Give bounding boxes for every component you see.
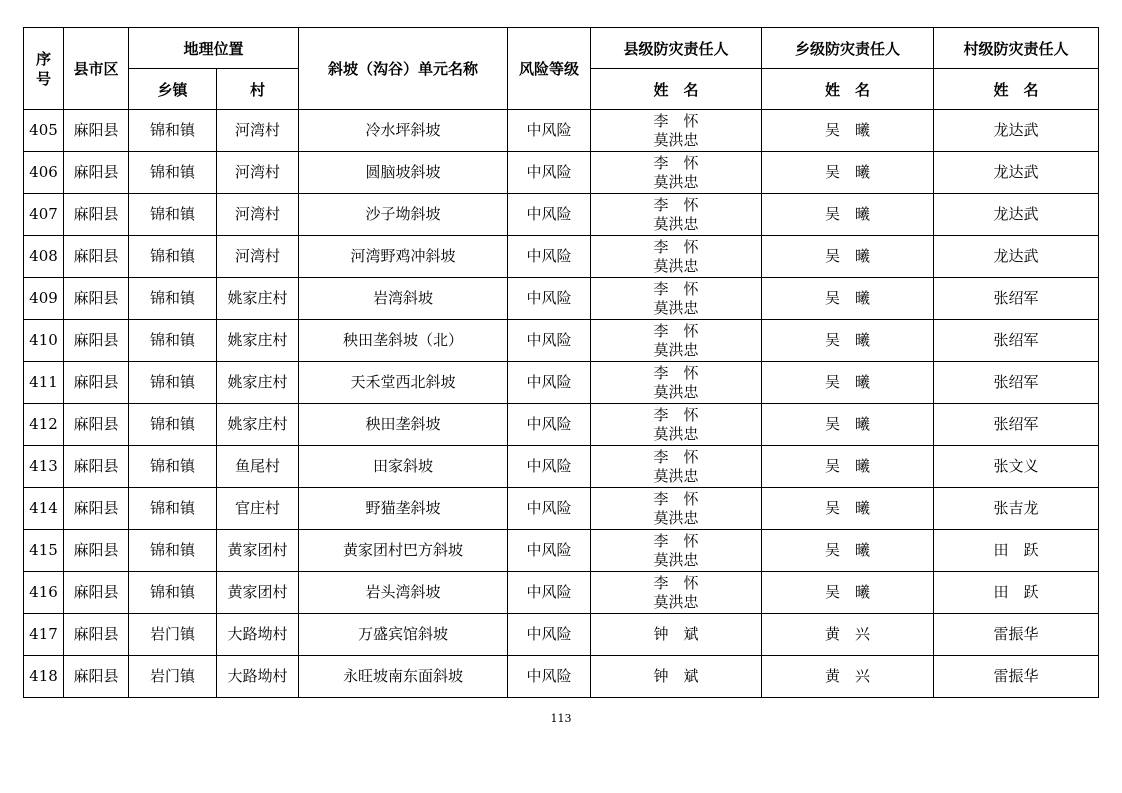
cell-slope-unit: 野猫垄斜坡 bbox=[299, 488, 508, 530]
cell-township: 锦和镇 bbox=[129, 110, 217, 152]
header-seq-line-2: 号 bbox=[35, 69, 51, 88]
cell-county: 麻阳县 bbox=[64, 446, 129, 488]
cell-risk-level: 中风险 bbox=[508, 320, 591, 362]
cell-town-responsible: 吴 曦 bbox=[762, 362, 934, 404]
cell-county-responsible bbox=[591, 236, 762, 278]
header-village-responsible: 村级防灾责任人 bbox=[934, 28, 1099, 69]
cell-county: 麻阳县 bbox=[64, 614, 129, 656]
cell-town-responsible: 吴 曦 bbox=[762, 530, 934, 572]
cell-risk-level: 中风险 bbox=[508, 446, 591, 488]
table-row bbox=[24, 194, 1099, 236]
cell-town-responsible: 吴 曦 bbox=[762, 194, 934, 236]
cell-risk-level: 中风险 bbox=[508, 236, 591, 278]
cell-county-responsible bbox=[591, 152, 762, 194]
cell-risk-level: 中风险 bbox=[508, 656, 591, 698]
cell-village: 官庄村 bbox=[217, 488, 299, 530]
table-row bbox=[24, 362, 1099, 404]
cell-village-responsible: 龙达武 bbox=[934, 110, 1099, 152]
cell-slope-unit: 永旺坡南东面斜坡 bbox=[299, 656, 508, 698]
cell-county-responsible bbox=[591, 530, 762, 572]
county-responsible-name: 李 怀 bbox=[653, 111, 699, 130]
cell-village: 姚家庄村 bbox=[217, 278, 299, 320]
header-seq bbox=[24, 28, 64, 110]
cell-county: 麻阳县 bbox=[64, 572, 129, 614]
cell-village: 河湾村 bbox=[217, 152, 299, 194]
cell-village: 鱼尾村 bbox=[217, 446, 299, 488]
cell-township: 锦和镇 bbox=[129, 194, 217, 236]
cell-county-responsible bbox=[591, 572, 762, 614]
header-town-responsible: 乡级防灾责任人 bbox=[762, 28, 934, 69]
cell-township: 锦和镇 bbox=[129, 404, 217, 446]
cell-slope-unit: 万盛宾馆斜坡 bbox=[299, 614, 508, 656]
table-row bbox=[24, 404, 1099, 446]
cell-risk-level: 中风险 bbox=[508, 110, 591, 152]
table-row bbox=[24, 614, 1099, 656]
cell-risk-level: 中风险 bbox=[508, 152, 591, 194]
cell-village-responsible: 雷振华 bbox=[934, 656, 1099, 698]
cell-county: 麻阳县 bbox=[64, 110, 129, 152]
cell-town-responsible: 吴 曦 bbox=[762, 446, 934, 488]
cell-county-responsible bbox=[591, 110, 762, 152]
cell-county: 麻阳县 bbox=[64, 152, 129, 194]
county-responsible-name: 李 怀 bbox=[653, 237, 699, 256]
cell-town-responsible: 黄 兴 bbox=[762, 656, 934, 698]
table-body bbox=[24, 110, 1099, 698]
cell-slope-unit: 岩头湾斜坡 bbox=[299, 572, 508, 614]
cell-village: 姚家庄村 bbox=[217, 320, 299, 362]
header-town-name: 姓 名 bbox=[762, 69, 934, 110]
cell-village-responsible: 张文义 bbox=[934, 446, 1099, 488]
disaster-responsibility-table bbox=[23, 27, 1099, 698]
page-number: 113 bbox=[550, 712, 572, 725]
cell-seq: 416 bbox=[24, 572, 64, 614]
cell-slope-unit: 黄家团村巴方斜坡 bbox=[299, 530, 508, 572]
cell-village-responsible: 龙达武 bbox=[934, 152, 1099, 194]
county-responsible-name: 莫洪忠 bbox=[653, 298, 699, 317]
cell-village: 姚家庄村 bbox=[217, 404, 299, 446]
cell-village: 河湾村 bbox=[217, 236, 299, 278]
cell-town-responsible: 吴 曦 bbox=[762, 278, 934, 320]
cell-slope-unit: 河湾野鸡冲斜坡 bbox=[299, 236, 508, 278]
cell-village: 黄家团村 bbox=[217, 530, 299, 572]
cell-town-responsible: 吴 曦 bbox=[762, 236, 934, 278]
cell-risk-level: 中风险 bbox=[508, 614, 591, 656]
county-responsible-name: 莫洪忠 bbox=[653, 256, 699, 275]
county-responsible-name: 李 怀 bbox=[653, 447, 699, 466]
cell-county-responsible bbox=[591, 194, 762, 236]
cell-town-responsible: 吴 曦 bbox=[762, 110, 934, 152]
cell-township: 锦和镇 bbox=[129, 320, 217, 362]
cell-county-responsible bbox=[591, 488, 762, 530]
cell-county-responsible bbox=[591, 446, 762, 488]
header-slope-unit: 斜坡（沟谷）单元名称 bbox=[299, 28, 508, 110]
cell-village-responsible: 雷振华 bbox=[934, 614, 1099, 656]
cell-township: 锦和镇 bbox=[129, 488, 217, 530]
cell-township: 锦和镇 bbox=[129, 236, 217, 278]
cell-seq: 414 bbox=[24, 488, 64, 530]
cell-village-responsible: 田 跃 bbox=[934, 572, 1099, 614]
table-row bbox=[24, 446, 1099, 488]
header-county: 县市区 bbox=[64, 28, 129, 110]
cell-risk-level: 中风险 bbox=[508, 278, 591, 320]
cell-county: 麻阳县 bbox=[64, 320, 129, 362]
cell-village-responsible: 张吉龙 bbox=[934, 488, 1099, 530]
cell-county-responsible bbox=[591, 362, 762, 404]
cell-town-responsible: 黄 兴 bbox=[762, 614, 934, 656]
cell-seq: 410 bbox=[24, 320, 64, 362]
county-responsible-name: 莫洪忠 bbox=[653, 592, 699, 611]
cell-slope-unit: 冷水坪斜坡 bbox=[299, 110, 508, 152]
header-seq-line-1: 序 bbox=[35, 49, 51, 68]
cell-village: 姚家庄村 bbox=[217, 362, 299, 404]
county-responsible-name: 李 怀 bbox=[653, 573, 699, 592]
header-township: 乡镇 bbox=[129, 69, 217, 110]
cell-seq: 407 bbox=[24, 194, 64, 236]
cell-slope-unit: 岩湾斜坡 bbox=[299, 278, 508, 320]
cell-county-responsible bbox=[591, 320, 762, 362]
cell-township: 锦和镇 bbox=[129, 152, 217, 194]
cell-town-responsible: 吴 曦 bbox=[762, 320, 934, 362]
table-row bbox=[24, 530, 1099, 572]
cell-slope-unit: 圆脑坡斜坡 bbox=[299, 152, 508, 194]
cell-risk-level: 中风险 bbox=[508, 404, 591, 446]
cell-seq: 418 bbox=[24, 656, 64, 698]
cell-township: 锦和镇 bbox=[129, 530, 217, 572]
cell-county: 麻阳县 bbox=[64, 236, 129, 278]
county-responsible-name: 李 怀 bbox=[653, 531, 699, 550]
cell-county: 麻阳县 bbox=[64, 488, 129, 530]
cell-village-responsible: 张绍军 bbox=[934, 278, 1099, 320]
cell-township: 锦和镇 bbox=[129, 278, 217, 320]
table-row bbox=[24, 278, 1099, 320]
table-row bbox=[24, 110, 1099, 152]
county-responsible-name: 莫洪忠 bbox=[653, 214, 699, 233]
county-responsible-name: 李 怀 bbox=[653, 321, 699, 340]
county-responsible-name: 莫洪忠 bbox=[653, 382, 699, 401]
cell-township: 锦和镇 bbox=[129, 572, 217, 614]
cell-county: 麻阳县 bbox=[64, 530, 129, 572]
cell-village: 大路坳村 bbox=[217, 656, 299, 698]
county-responsible-name: 李 怀 bbox=[653, 195, 699, 214]
cell-seq: 406 bbox=[24, 152, 64, 194]
table-row bbox=[24, 656, 1099, 698]
cell-risk-level: 中风险 bbox=[508, 572, 591, 614]
cell-county: 麻阳县 bbox=[64, 278, 129, 320]
county-responsible-name: 莫洪忠 bbox=[653, 172, 699, 191]
cell-town-responsible: 吴 曦 bbox=[762, 488, 934, 530]
county-responsible-name: 李 怀 bbox=[653, 405, 699, 424]
county-responsible-name: 莫洪忠 bbox=[653, 424, 699, 443]
cell-village-responsible: 张绍军 bbox=[934, 362, 1099, 404]
cell-risk-level: 中风险 bbox=[508, 362, 591, 404]
county-responsible-name: 李 怀 bbox=[653, 363, 699, 382]
cell-township: 锦和镇 bbox=[129, 446, 217, 488]
county-responsible-name: 莫洪忠 bbox=[653, 466, 699, 485]
cell-seq: 408 bbox=[24, 236, 64, 278]
cell-township: 锦和镇 bbox=[129, 362, 217, 404]
cell-township: 岩门镇 bbox=[129, 614, 217, 656]
header-risk-level: 风险等级 bbox=[508, 28, 591, 110]
cell-village: 黄家团村 bbox=[217, 572, 299, 614]
header-county-name: 姓 名 bbox=[591, 69, 762, 110]
cell-seq: 412 bbox=[24, 404, 64, 446]
county-responsible-name: 李 怀 bbox=[653, 153, 699, 172]
county-responsible-name: 钟 斌 bbox=[653, 625, 699, 643]
cell-slope-unit: 天禾堂西北斜坡 bbox=[299, 362, 508, 404]
table-row bbox=[24, 572, 1099, 614]
county-responsible-name: 莫洪忠 bbox=[653, 130, 699, 149]
cell-risk-level: 中风险 bbox=[508, 530, 591, 572]
cell-village-responsible: 张绍军 bbox=[934, 404, 1099, 446]
cell-slope-unit: 沙子坳斜坡 bbox=[299, 194, 508, 236]
county-responsible-name: 莫洪忠 bbox=[653, 508, 699, 527]
header-village-name: 姓 名 bbox=[934, 69, 1099, 110]
cell-village-responsible: 龙达武 bbox=[934, 236, 1099, 278]
cell-town-responsible: 吴 曦 bbox=[762, 404, 934, 446]
cell-seq: 417 bbox=[24, 614, 64, 656]
cell-county-responsible bbox=[591, 656, 762, 698]
cell-slope-unit: 秧田垄斜坡（北） bbox=[299, 320, 508, 362]
cell-village-responsible: 龙达武 bbox=[934, 194, 1099, 236]
county-responsible-name: 钟 斌 bbox=[653, 667, 699, 685]
county-responsible-name: 李 怀 bbox=[653, 489, 699, 508]
cell-village-responsible: 田 跃 bbox=[934, 530, 1099, 572]
county-responsible-name: 李 怀 bbox=[653, 279, 699, 298]
table-row bbox=[24, 488, 1099, 530]
cell-slope-unit: 秧田垄斜坡 bbox=[299, 404, 508, 446]
cell-county-responsible bbox=[591, 278, 762, 320]
header-county-responsible: 县级防灾责任人 bbox=[591, 28, 762, 69]
cell-township: 岩门镇 bbox=[129, 656, 217, 698]
cell-seq: 411 bbox=[24, 362, 64, 404]
header-geo-location: 地理位置 bbox=[129, 28, 299, 69]
cell-risk-level: 中风险 bbox=[508, 194, 591, 236]
cell-county: 麻阳县 bbox=[64, 404, 129, 446]
cell-seq: 409 bbox=[24, 278, 64, 320]
cell-county-responsible bbox=[591, 614, 762, 656]
table-row bbox=[24, 152, 1099, 194]
cell-seq: 413 bbox=[24, 446, 64, 488]
cell-town-responsible: 吴 曦 bbox=[762, 152, 934, 194]
cell-town-responsible: 吴 曦 bbox=[762, 572, 934, 614]
cell-seq: 405 bbox=[24, 110, 64, 152]
cell-seq: 415 bbox=[24, 530, 64, 572]
cell-village: 大路坳村 bbox=[217, 614, 299, 656]
cell-county: 麻阳县 bbox=[64, 656, 129, 698]
cell-slope-unit: 田家斜坡 bbox=[299, 446, 508, 488]
county-responsible-name: 莫洪忠 bbox=[653, 550, 699, 569]
table-row bbox=[24, 236, 1099, 278]
cell-county: 麻阳县 bbox=[64, 194, 129, 236]
cell-risk-level: 中风险 bbox=[508, 488, 591, 530]
cell-village-responsible: 张绍军 bbox=[934, 320, 1099, 362]
cell-village: 河湾村 bbox=[217, 194, 299, 236]
cell-county: 麻阳县 bbox=[64, 362, 129, 404]
header-village: 村 bbox=[217, 69, 299, 110]
cell-village: 河湾村 bbox=[217, 110, 299, 152]
table-row bbox=[24, 320, 1099, 362]
cell-county-responsible bbox=[591, 404, 762, 446]
county-responsible-name: 莫洪忠 bbox=[653, 340, 699, 359]
